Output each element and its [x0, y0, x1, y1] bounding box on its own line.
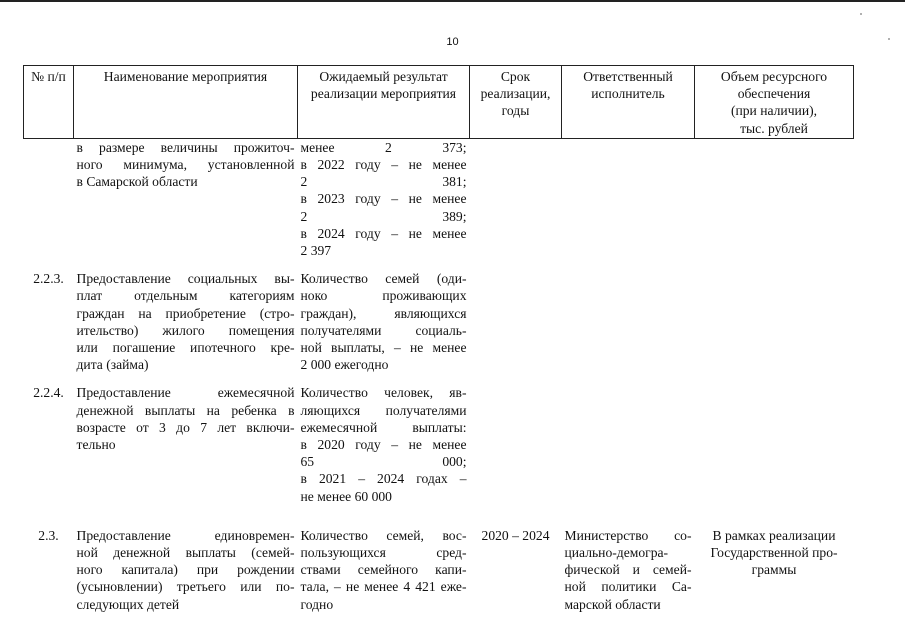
- table-row: [24, 373, 854, 504]
- header-term: Срок реализации, годы: [470, 66, 562, 139]
- scan-speck: [888, 38, 890, 40]
- cell-line: в 2020 году – не менее: [300, 437, 467, 453]
- row-resources: [695, 373, 854, 504]
- cell-line: Предоставление единовремен-: [76, 527, 295, 543]
- row-term: [470, 373, 562, 504]
- cell-line: ствами семейного капи-: [300, 562, 467, 578]
- activities-table: [23, 65, 854, 613]
- cell-line: получателями социаль-: [300, 322, 467, 338]
- cell-line: циально-демогра-: [564, 545, 669, 561]
- cell-line: граждан на приобретение (стро-: [76, 305, 295, 321]
- row-activity-name: [74, 373, 298, 504]
- cell-line: Предоставление ежемесячной: [76, 385, 295, 401]
- cell-line: пользующихся сред-: [300, 545, 467, 561]
- cell-line: 2 389;: [300, 208, 467, 224]
- cell-line: марской области: [564, 596, 661, 612]
- row-expected-result: [298, 259, 470, 373]
- row-term: [470, 138, 562, 259]
- cell-line: в Самарской области: [76, 174, 198, 190]
- header-resources: Объем ресурсного обеспечения (при наличии), тыс. рублей: [695, 66, 854, 139]
- row-number: 2.2.4.: [33, 385, 64, 401]
- header-number: № п/п: [24, 66, 74, 139]
- row-executor: [562, 138, 695, 259]
- cell-line: ной политики Са-: [564, 579, 692, 595]
- cell-line: 2 381;: [300, 174, 467, 190]
- row-resources: [695, 138, 854, 259]
- cell-line: в 2023 году – не менее: [300, 191, 467, 207]
- cell-line: В рамках реализации: [712, 527, 836, 543]
- header-expected-result: Ожидаемый результат реализации мероприятия: [298, 66, 470, 139]
- cell-line: 2 397: [300, 243, 332, 259]
- cell-line: менее 2 373;: [300, 139, 467, 155]
- row-expected-result: [298, 505, 470, 613]
- page-number: 10: [446, 36, 459, 48]
- cell-line: ной денежной выплаты (семей-: [76, 545, 295, 561]
- cell-line: Количество человек, яв-: [300, 385, 467, 401]
- cell-line: дита (займа): [76, 357, 149, 373]
- cell-line: в 2024 году – не менее: [300, 225, 467, 241]
- cell-line: ительство) жилого помещения: [76, 322, 295, 338]
- row-expected-result: [298, 373, 470, 504]
- cell-line: (усыновлении) третьего или по-: [76, 579, 295, 595]
- cell-line: денежной выплаты на ребенка в: [76, 402, 295, 418]
- table-row: [24, 138, 854, 259]
- cell-line: или погашение ипотечного кре-: [76, 340, 295, 356]
- cell-line: ной выплаты, – не менее: [300, 340, 467, 356]
- cell-line: 2 000 ежегодно: [300, 357, 389, 373]
- row-executor: [562, 373, 695, 504]
- cell-line: годно: [300, 596, 334, 612]
- header-activity-name: Наименование мероприятия: [74, 66, 298, 139]
- header-executor: Ответственный исполнитель: [562, 66, 695, 139]
- cell-line: ного капитала) при рождении: [76, 562, 295, 578]
- cell-line: Государственной про-: [710, 545, 838, 561]
- row-term: [470, 259, 562, 373]
- cell-line: тала, – не менее 4 421 еже-: [300, 579, 467, 595]
- cell-line: в 2022 году – не менее: [300, 157, 467, 173]
- cell-line: ноко проживающих: [300, 288, 467, 304]
- cell-line: ного минимума, установленной: [76, 157, 295, 173]
- cell-line: возрасте от 3 до 7 лет включи-: [76, 419, 295, 435]
- row-executor: [562, 259, 695, 373]
- cell-line: граммы: [751, 562, 797, 578]
- table-row: [24, 505, 854, 613]
- cell-line: Количество семей (оди-: [300, 271, 467, 287]
- top-border-line: [0, 0, 905, 2]
- row-term: 2020 – 2024: [481, 527, 550, 543]
- cell-line: следующих детей: [76, 596, 180, 612]
- cell-line: граждан), являющихся: [300, 305, 467, 321]
- row-resources: [695, 259, 854, 373]
- cell-line: Предоставление социальных вы-: [76, 271, 295, 287]
- cell-line: в 2021 – 2024 годах –: [300, 471, 467, 487]
- scan-speck: [860, 13, 862, 15]
- row-expected-result: [298, 138, 470, 259]
- cell-line: плат отдельным категориям: [76, 288, 295, 304]
- row-activity-name: [74, 259, 298, 373]
- cell-line: ляющихся получателями: [300, 402, 467, 418]
- row-activity-name: [74, 138, 298, 259]
- cell-line: Количество семей, вос-: [300, 527, 467, 543]
- row-number: [24, 138, 74, 259]
- row-executor: [562, 505, 695, 613]
- table-row: [24, 259, 854, 373]
- cell-line: ежемесячной выплаты:: [300, 419, 467, 435]
- cell-line: не менее 60 000: [300, 488, 392, 504]
- row-resources: [695, 505, 854, 613]
- row-number: 2.3.: [38, 527, 59, 543]
- cell-line: фической и семей-: [564, 562, 692, 578]
- row-activity-name: [74, 505, 298, 613]
- cell-line: в размере величины прожиточ-: [76, 139, 295, 155]
- table-body: [24, 138, 854, 613]
- row-number: 2.2.3.: [33, 271, 64, 287]
- cell-line: тельно: [76, 437, 116, 453]
- cell-line: Министерство со-: [564, 527, 692, 543]
- table-header-row: [24, 66, 854, 139]
- cell-line: 65 000;: [300, 454, 467, 470]
